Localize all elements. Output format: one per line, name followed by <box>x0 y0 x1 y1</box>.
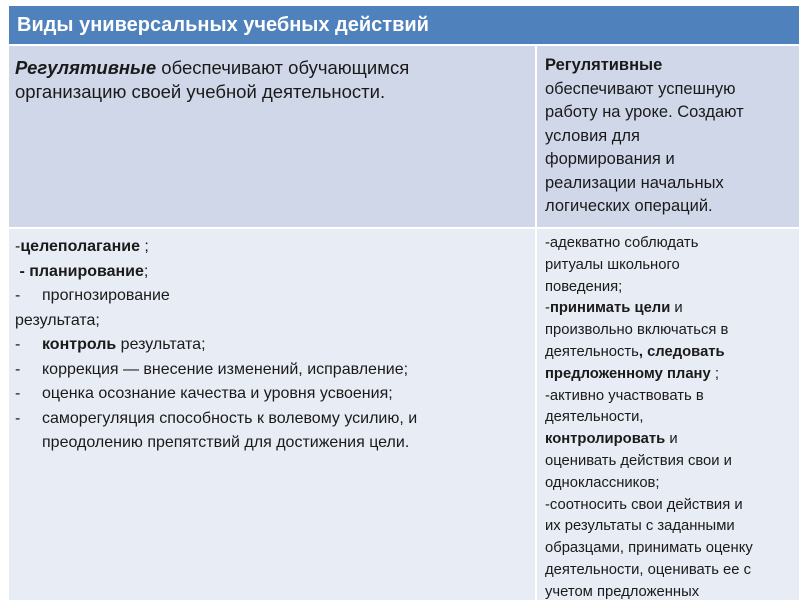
right-line: произвольно включаться в <box>545 322 729 339</box>
list-item <box>15 284 529 309</box>
list-dash: - <box>15 360 21 378</box>
list-item <box>15 407 529 432</box>
right-text: и <box>670 300 683 317</box>
right-line: образцами, принимать оценку <box>545 540 753 557</box>
right-line: поведения; <box>545 278 623 295</box>
list-text: коррекция — внесение изменений, исправление; <box>42 360 409 378</box>
table-header <box>9 6 799 44</box>
list-text: оценка осознание качества и уровня усвоения; <box>42 385 393 402</box>
right-line <box>545 429 793 451</box>
row1-right-line: условия для <box>545 126 640 145</box>
list-text: прогнозирование <box>42 287 170 304</box>
row1-right-line: реализации начальных <box>545 173 724 192</box>
right-text: и <box>665 431 678 448</box>
right-line: одноклассников; <box>545 474 660 491</box>
right-bold: , следовать <box>638 343 725 360</box>
right-line: их результаты с заданными <box>545 518 735 535</box>
right-bold: контролировать <box>545 431 666 448</box>
list-dash: - <box>15 336 21 353</box>
right-line: -адекватно соблюдать <box>545 235 699 251</box>
right-line: ритуалы школьного <box>545 256 680 273</box>
list-item <box>15 260 529 285</box>
list-text: ; <box>143 262 149 280</box>
list-item <box>15 382 529 407</box>
row1-left-line1 <box>15 56 529 80</box>
list-dash: - <box>15 409 21 427</box>
list-dash: - <box>15 238 21 255</box>
row1-right-line: обеспечивают успешную <box>545 79 736 98</box>
list-item-continued: результата; <box>15 311 100 329</box>
right-line: -активно участвовать в <box>545 387 704 404</box>
right-line: -соотносить свои действия и <box>545 496 743 513</box>
row2-right-cell <box>537 229 799 600</box>
list-dash: - <box>15 287 21 304</box>
list-item <box>15 333 529 358</box>
row1-left-text1: обеспечивают обучающимся <box>156 57 410 78</box>
right-text: деятельность <box>545 343 639 360</box>
right-line: учетом предложенных <box>545 583 700 600</box>
list-item <box>15 358 529 383</box>
row1-right-line: логических операций. <box>545 197 713 215</box>
table-title: Виды универсальных учебных действий <box>17 14 429 36</box>
row1-left-line2: организацию своей учебной деятельности. <box>15 81 386 102</box>
list-bold: контроль <box>42 336 117 353</box>
right-bold: принимать цели <box>549 300 671 317</box>
list-text: ; <box>139 238 149 255</box>
right-bold: предложенному плану <box>545 365 711 382</box>
right-line: оценивать действия свои и <box>545 452 732 469</box>
row2-left-cell <box>9 229 535 600</box>
list-text: результата; <box>116 336 206 353</box>
right-line <box>545 342 793 364</box>
right-text: ; <box>710 365 719 382</box>
list-item <box>15 235 529 260</box>
regulative-term: Регулятивные <box>15 57 157 78</box>
row1-right-cell <box>537 46 799 227</box>
list-bold: целеполагание <box>20 238 140 255</box>
list-dash: - <box>15 385 21 402</box>
right-line <box>545 364 793 386</box>
row1-right-line: формирования и <box>545 150 675 168</box>
right-dash: - <box>545 300 550 317</box>
list-item-continued: преодолению препятствий для достижения цели. <box>42 434 410 451</box>
uud-table <box>8 6 800 600</box>
list-text: саморегуляция способность к волевому усилию, и <box>42 409 418 427</box>
row1-right-line: работу на уроке. Создают <box>545 103 744 121</box>
row1-right-term: Регулятивные <box>545 56 663 74</box>
list-bold: - планирование <box>15 262 144 280</box>
right-line <box>545 298 793 320</box>
right-line: деятельности, оценивать ее с <box>545 561 752 578</box>
right-line: деятельности, <box>545 409 644 426</box>
row1-left-cell <box>9 46 535 227</box>
